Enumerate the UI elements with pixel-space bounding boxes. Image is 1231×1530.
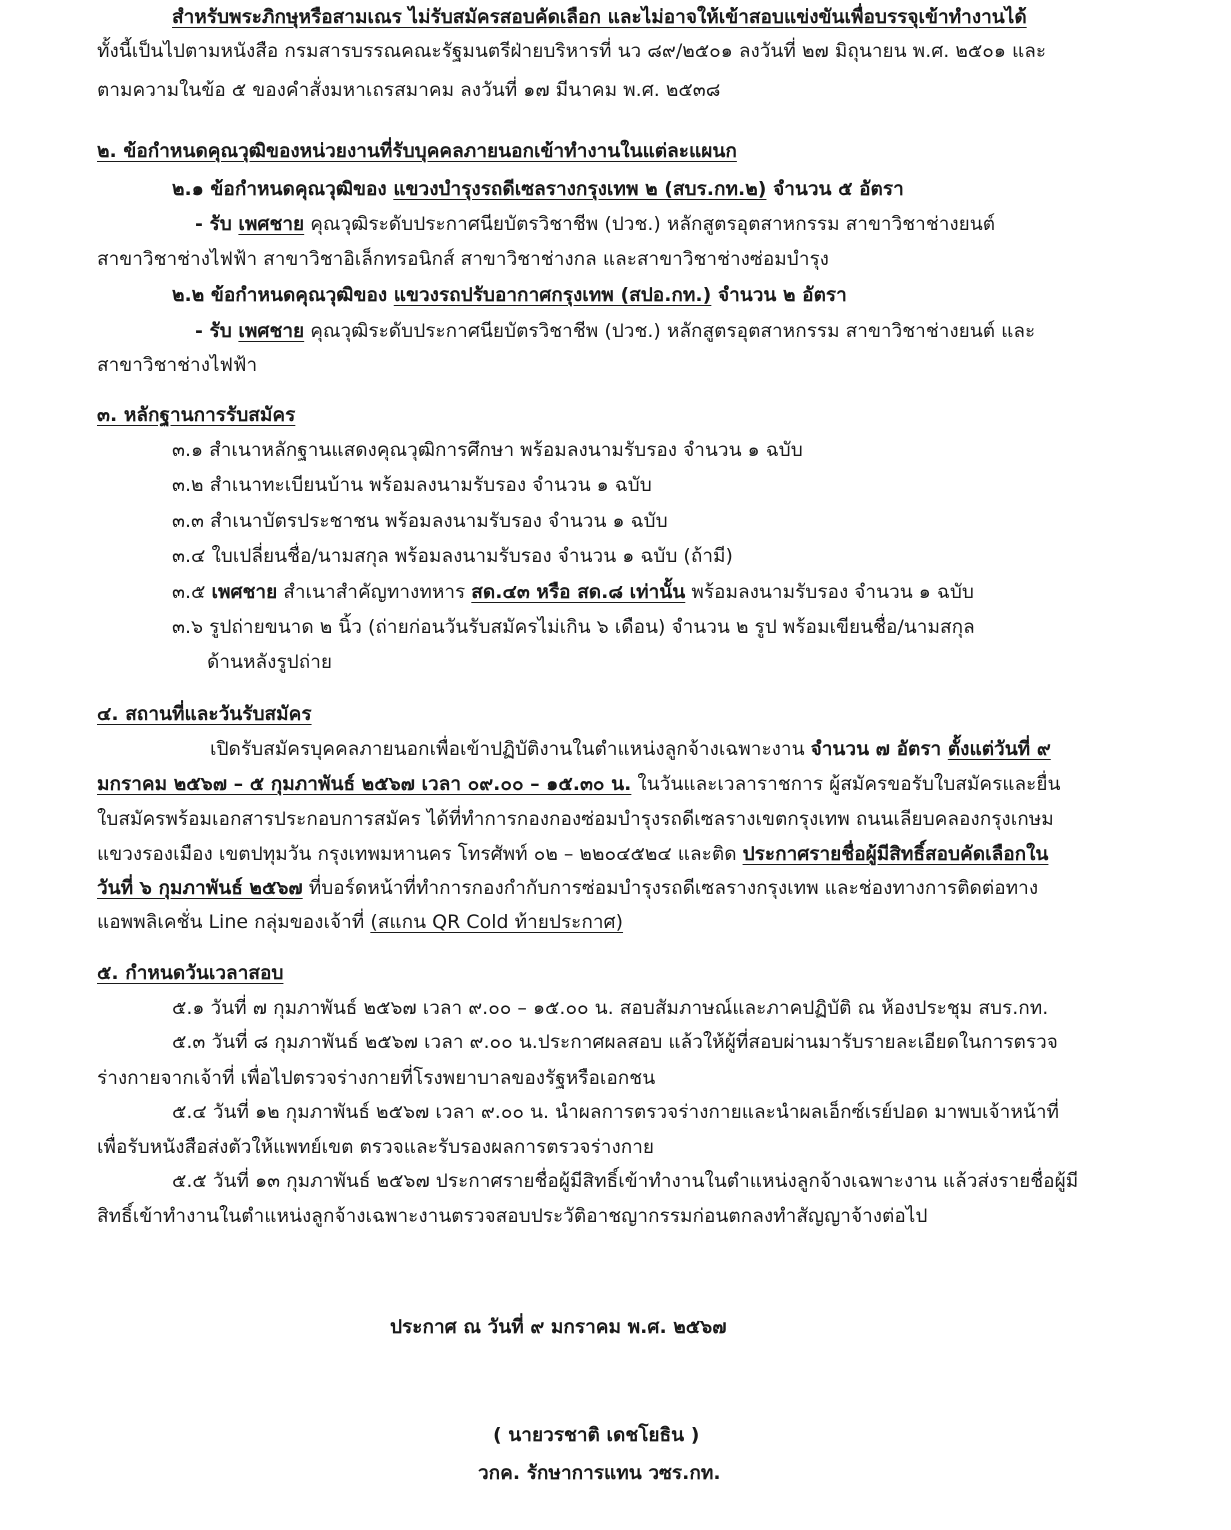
section-3-item-2: ๓.๒ สำเนาทะเบียนบ้าน พร้อมลงนามรับรอง จำนวน ๑ ฉบับ xyxy=(172,474,652,496)
section-2-1-dash: - รับ xyxy=(195,213,239,235)
section-4-line-6-text: แอพพลิเคชั่น Line กลุ่มของเจ้าที่ xyxy=(97,911,371,933)
intro-line-1: สำหรับพระภิกษุหรือสามเณร ไม่รับสมัครสอบคัดเลือก และไม่อาจให้เข้าสอบแข่งขันเพื่อบรรจุเข้าทำงานได้ xyxy=(172,6,1027,28)
section-2-2-qual-text: คุณวุฒิระดับประกาศนียบัตรวิชาชีพ (ปวช.) หลักสูตรอุตสาหกรรม สาขาวิชาช่างยนต์ และ xyxy=(304,320,1036,342)
section-3-item-5-forms: สด.๔๓ หรือ สด.๘ เท่านั้น xyxy=(471,581,686,603)
intro-line-2: ทั้งนี้เป็นไปตามหนังสือ กรมสารบรรณคณะรัฐมนตรีฝ่ายบริหารที่ นว ๘๙/๒๕๐๑ ลงวันที่ ๒๗ มิถุนายน พ.ศ. ๒๕๐๑ และ xyxy=(97,40,1047,62)
section-2-2-suffix: จำนวน ๒ อัตรา xyxy=(711,284,847,306)
section-4-line-2-text: ในวันและเวลาราชการ ผู้สมัครขอรับใบสมัครและยื่น xyxy=(631,773,1061,795)
section-3-item-6-line-1: ๓.๖ รูปถ่ายขนาด ๒ นิ้ว (ถ่ายก่อนวันรับสมัครไม่เกิน ๖ เดือน) จำนวน ๒ รูป พร้อมเขียนชื่อ/นามสกุล xyxy=(172,616,975,638)
section-3-item-3: ๓.๓ สำเนาบัตรประชาชน พร้อมลงนามรับรอง จำนวน ๑ ฉบับ xyxy=(172,510,668,532)
section-3-item-5-mid: สำเนาสำคัญทางทหาร xyxy=(277,581,472,603)
section-3-item-6-line-2: ด้านหลังรูปถ่าย xyxy=(207,651,333,673)
section-3-item-5-male: เพศชาย xyxy=(211,581,278,603)
section-2-2-dash: - รับ xyxy=(195,320,239,342)
section-2-1-qualification-line-2: สาขาวิชาช่างไฟฟ้า สาขาวิชาอิเล็กทรอนิกส์ สาขาวิชาช่างกล และสาขาวิชาช่างซ่อมบำรุง xyxy=(97,248,829,270)
section-2-1-prefix: ๒.๑ ข้อกำหนดคุณวุฒิของ xyxy=(172,178,394,200)
section-2-2-prefix: ๒.๒ ข้อกำหนดคุณวุฒิของ xyxy=(172,284,394,306)
section-2-1-qualification-line-1 xyxy=(195,206,995,243)
section-2-2-qualification-line-1 xyxy=(195,313,1035,350)
signatory-name: ( นายวรชาติ เดชโยธิน ) xyxy=(493,1424,700,1446)
section-4-line-5-text: ที่บอร์ดหน้าที่ทำการกองกำกับการซ่อมบำรุงรถดีเซลรางกรุงเทพ และช่องทางการติดต่อทาง xyxy=(302,877,1039,899)
section-3-item-4: ๓.๔ ใบเปลี่ยนชื่อ/นามสกุล พร้อมลงนามรับรอง จำนวน ๑ ฉบับ (ถ้ามี) xyxy=(172,545,733,567)
section-2-2-unit: แขวงรถปรับอากาศกรุงเทพ (สปอ.กท.) xyxy=(393,284,712,306)
section-2-1-gender: เพศชาย xyxy=(238,213,305,235)
intro-line-3: ตามความในข้อ ๕ ของคำสั่งมหาเถรสมาคม ลงวันที่ ๑๗ มีนาคม พ.ศ. ๒๕๓๘ xyxy=(97,79,721,101)
section-4-date-range: มกราคม ๒๕๖๗ – ๕ กุมภาพันธ์ ๒๕๖๗ เวลา ๐๙.๐๐ – ๑๕.๓๐ น. xyxy=(97,773,632,795)
section-3-item-5-end: พร้อมลงนามรับรอง จำนวน ๑ ฉบับ xyxy=(685,581,974,603)
section-2-1-heading xyxy=(172,171,904,208)
section-5-item-3-line-1: ๕.๓ วันที่ ๘ กุมภาพันธ์ ๒๕๖๗ เวลา ๙.๐๐ น.ประกาศผลสอบ แล้วให้ผู้ที่สอบผ่านมารับรายละเอียดในการตรวจ xyxy=(172,1031,1058,1053)
section-4-qr-note: (สแกน QR Cold ท้ายประกาศ) xyxy=(370,911,624,933)
section-2-heading: ๒. ข้อกำหนดคุณวุฒิของหน่วยงานที่รับบุคคลภายนอกเข้าทำงานในแต่ละแผนก xyxy=(97,140,737,162)
section-2-1-unit: แขวงบำรุงรถดีเซลรางกรุงเทพ ๒ (สบร.กท.๒) xyxy=(393,178,767,200)
section-4-line-5 xyxy=(97,870,1038,907)
section-2-2-gender: เพศชาย xyxy=(238,320,305,342)
section-5-item-1: ๕.๑ วันที่ ๗ กุมภาพันธ์ ๒๕๖๗ เวลา ๙.๐๐ – ๑๕.๐๐ น. สอบสัมภาษณ์และภาคปฏิบัติ ณ ห้องประชุม สบร.กท. xyxy=(172,997,1049,1019)
section-3-item-5-num: ๓.๕ xyxy=(172,581,212,603)
section-3-heading: ๓. หลักฐานการรับสมัคร xyxy=(97,404,296,426)
section-4-announcement-date: วันที่ ๖ กุมภาพันธ์ ๒๕๖๗ xyxy=(97,877,303,899)
section-2-1-suffix: จำนวน ๕ อัตรา xyxy=(766,178,904,200)
section-2-2-heading xyxy=(172,277,847,314)
signatory-title: วกค. รักษาการแทน วซร.กท. xyxy=(478,1462,721,1484)
section-4-line-1 xyxy=(210,731,1051,768)
section-4-line-2 xyxy=(97,766,1061,803)
section-5-item-4-line-1: ๕.๔ วันที่ ๑๒ กุมภาพันธ์ ๒๕๖๗ เวลา ๙.๐๐ น. นำผลการตรวจร่างกายและนำผลเอ็กซ์เรย์ปอด มาพบเจ้าหน้าที่ xyxy=(172,1101,1060,1123)
section-5-heading: ๕. กำหนดวันเวลาสอบ xyxy=(97,962,284,984)
section-2-2-qualification-line-2: สาขาวิชาช่างไฟฟ้า xyxy=(97,354,258,376)
announcement-date: ประกาศ ณ วันที่ ๙ มกราคม พ.ศ. ๒๕๖๗ xyxy=(390,1316,727,1338)
section-4-line-4 xyxy=(97,836,1048,873)
section-4-heading: ๔. สถานที่และวันรับสมัคร xyxy=(97,703,312,725)
section-4-line-6 xyxy=(97,904,623,941)
section-4-line-3: ใบสมัครพร้อมเอกสารประกอบการสมัคร ได้ที่ทำการกองกองซ่อมบำรุงรถดีเซลรางเขตกรุงเทพ ถนนเลียบคลองกรุงเกษม xyxy=(97,808,1054,830)
section-3-item-5 xyxy=(172,574,974,611)
section-4-positions: จำนวน ๗ อัตรา xyxy=(810,738,948,760)
section-5-item-4-line-2: เพื่อรับหนังสือส่งตัวให้แพทย์เขต ตรวจและรับรองผลการตรวจร่างกาย xyxy=(97,1136,655,1158)
section-5-item-5-line-1: ๕.๕ วันที่ ๑๓ กุมภาพันธ์ ๒๕๖๗ ประกาศรายชื่อผู้มีสิทธิ์เข้าทำงานในตำแหน่งลูกจ้างเฉพาะงาน แล้วส่งรายชื่อผู้มี xyxy=(172,1170,1079,1192)
section-4-start-date: ตั้งแต่วันที่ ๙ xyxy=(947,738,1051,760)
section-5-item-5-line-2: สิทธิ์เข้าทำงานในตำแหน่งลูกจ้างเฉพาะงานตรวจสอบประวัติอาชญากรรมก่อนตกลงทำสัญญาจ้างต่อไป xyxy=(97,1205,928,1227)
section-4-line-4-text: แขวงรองเมือง เขตปทุมวัน กรุงเทพมหานคร โทรศัพท์ ๐๒ – ๒๒๐๔๕๒๔ และติด xyxy=(97,843,743,865)
section-3-item-1: ๓.๑ สำเนาหลักฐานแสดงคุณวุฒิการศึกษา พร้อมลงนามรับรอง จำนวน ๑ ฉบับ xyxy=(172,439,803,461)
section-5-item-3-line-2: ร่างกายจากเจ้าที่ เพื่อไปตรวจร่างกายที่โรงพยาบาลของรัฐหรือเอกชน xyxy=(97,1067,656,1089)
section-4-line-1-text: เปิดรับสมัครบุคคลภายนอกเพื่อเข้าปฏิบัติงานในตำแหน่งลูกจ้างเฉพาะงาน xyxy=(210,738,811,760)
section-2-1-qual-text: คุณวุฒิระดับประกาศนียบัตรวิชาชีพ (ปวช.) หลักสูตรอุตสาหกรรม สาขาวิชาช่างยนต์ xyxy=(304,213,996,235)
section-4-announcement-note: ประกาศรายชื่อผู้มีสิทธิ์สอบคัดเลือกใน xyxy=(742,843,1049,865)
